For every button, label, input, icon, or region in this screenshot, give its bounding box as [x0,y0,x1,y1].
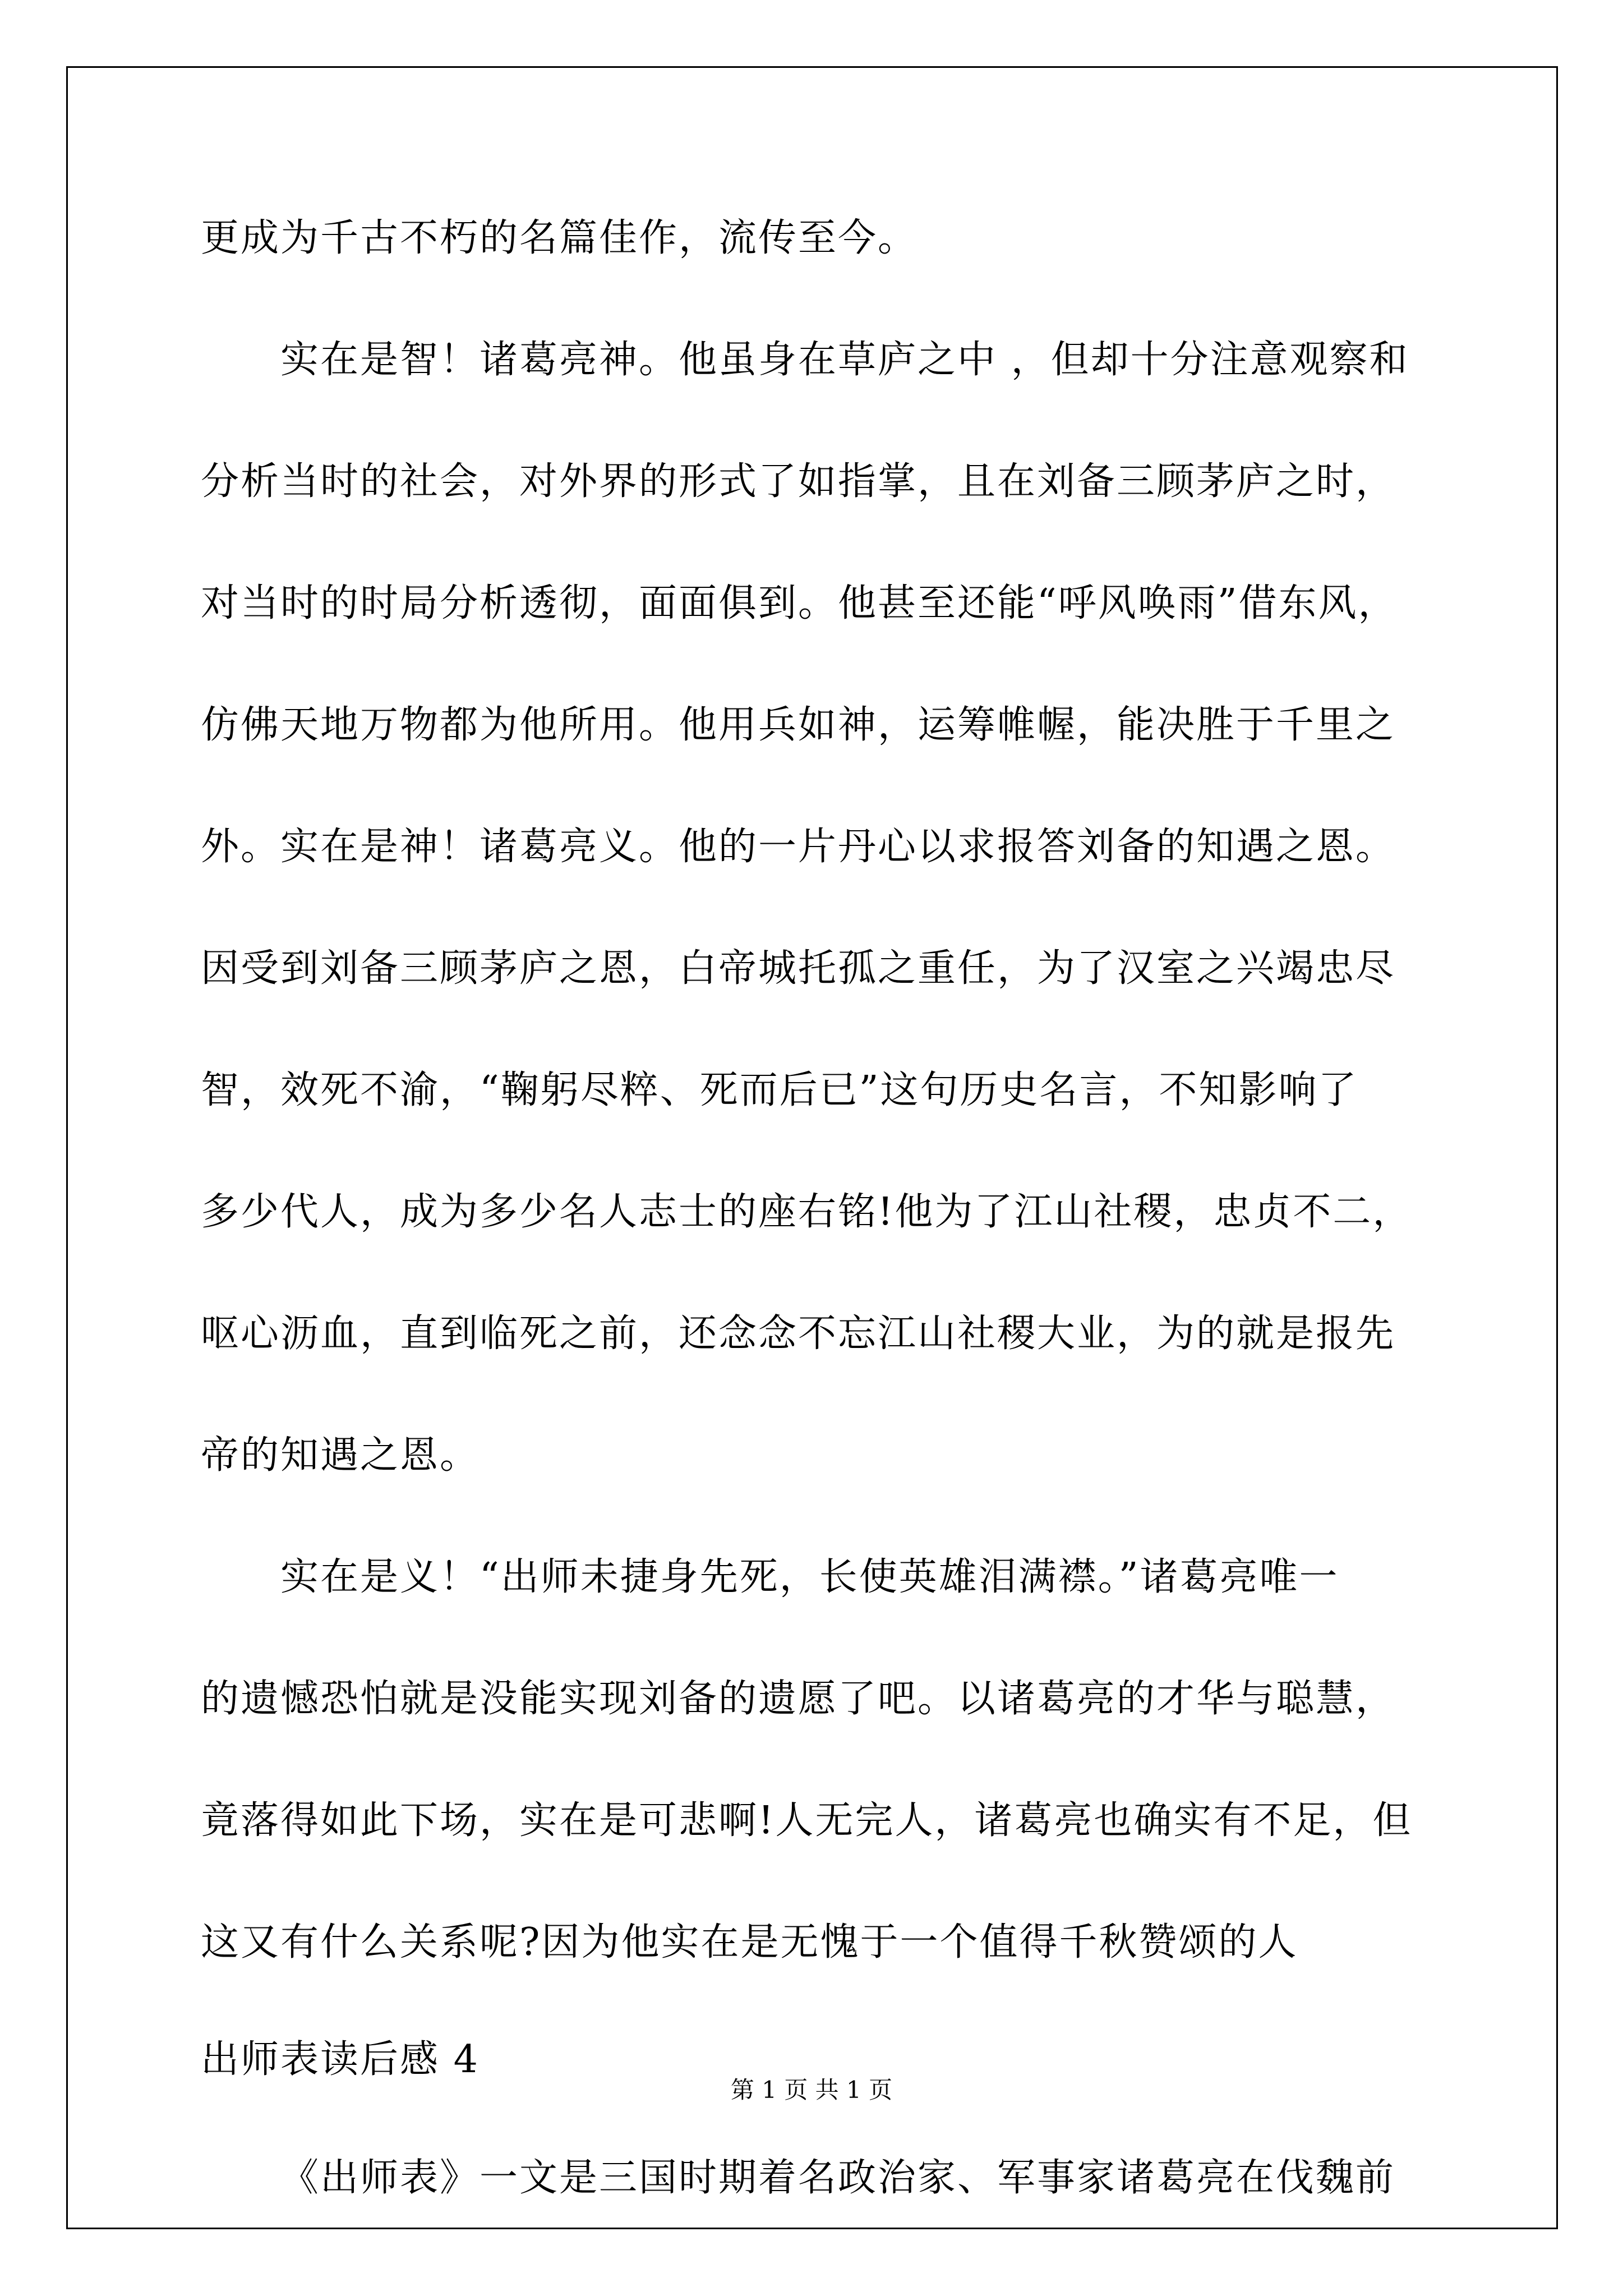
text-line-15: 这又有什么关系呢?因为他实在是无愧于一个值得千秋赞颂的人 [201,1920,1298,1964]
text-line-7: 因受到刘备三顾茅庐之恩，白帝城托孤之重任，为了汉室之兴竭忠尽 [201,946,1396,991]
text-line-2: 实在是智！诸葛亮神。他虽身在草庐之中 ，但却十分注意观察和 [280,338,1409,382]
text-line-10: 呕心沥血，直到临死之前，还念念不忘江山社稷大业，为的就是报先 [201,1312,1396,1356]
text-line-1: 更成为千古不朽的名篇佳作，流传至今。 [201,216,918,260]
text-line-13: 的遗憾恐怕就是没能实现刘备的遗愿了吧。以诸葛亮的才华与聪慧， [201,1677,1396,1721]
text-line-9: 多少代人，成为多少名人志士的座右铭!他为了江山社稷，忠贞不二， [201,1190,1413,1234]
text-line-12: 实在是义！“出师未捷身先死，长使英雄泪满襟。”诸葛亮唯一 [280,1555,1339,1599]
text-line-4: 对当时的时局分析透彻，面面俱到。他甚至还能“呼风唤雨”借东风， [201,581,1398,625]
text-line-17: 《出师表》一文是三国时期着名政治家、军事家诸葛亮在伐魏前 [280,2156,1396,2200]
text-line-6: 外。实在是神！诸葛亮义。他的一片丹心以求报答刘备的知遇之恩。 [201,825,1396,869]
text-line-3: 分析当时的社会，对外界的形式了如指掌，且在刘备三顾茅庐之时， [201,459,1396,504]
text-line-14: 竟落得如此下场，实在是可悲啊!人无完人，诸葛亮也确实有不足，但 [201,1798,1413,1843]
text-line-5: 仿佛天地万物都为他所用。他用兵如神，运筹帷幄，能决胜于千里之 [201,703,1396,747]
text-line-11: 帝的知遇之恩。 [201,1433,480,1478]
text-line-8: 智，效死不渝，“鞠躬尽粹、死而后已”这句历史名言，不知影响了 [201,1068,1358,1112]
page-border [66,66,1558,2229]
section-heading: 出师表读后感 4 [201,2037,479,2082]
page-number-footer: 第 1 页 共 1 页 [730,2076,893,2104]
